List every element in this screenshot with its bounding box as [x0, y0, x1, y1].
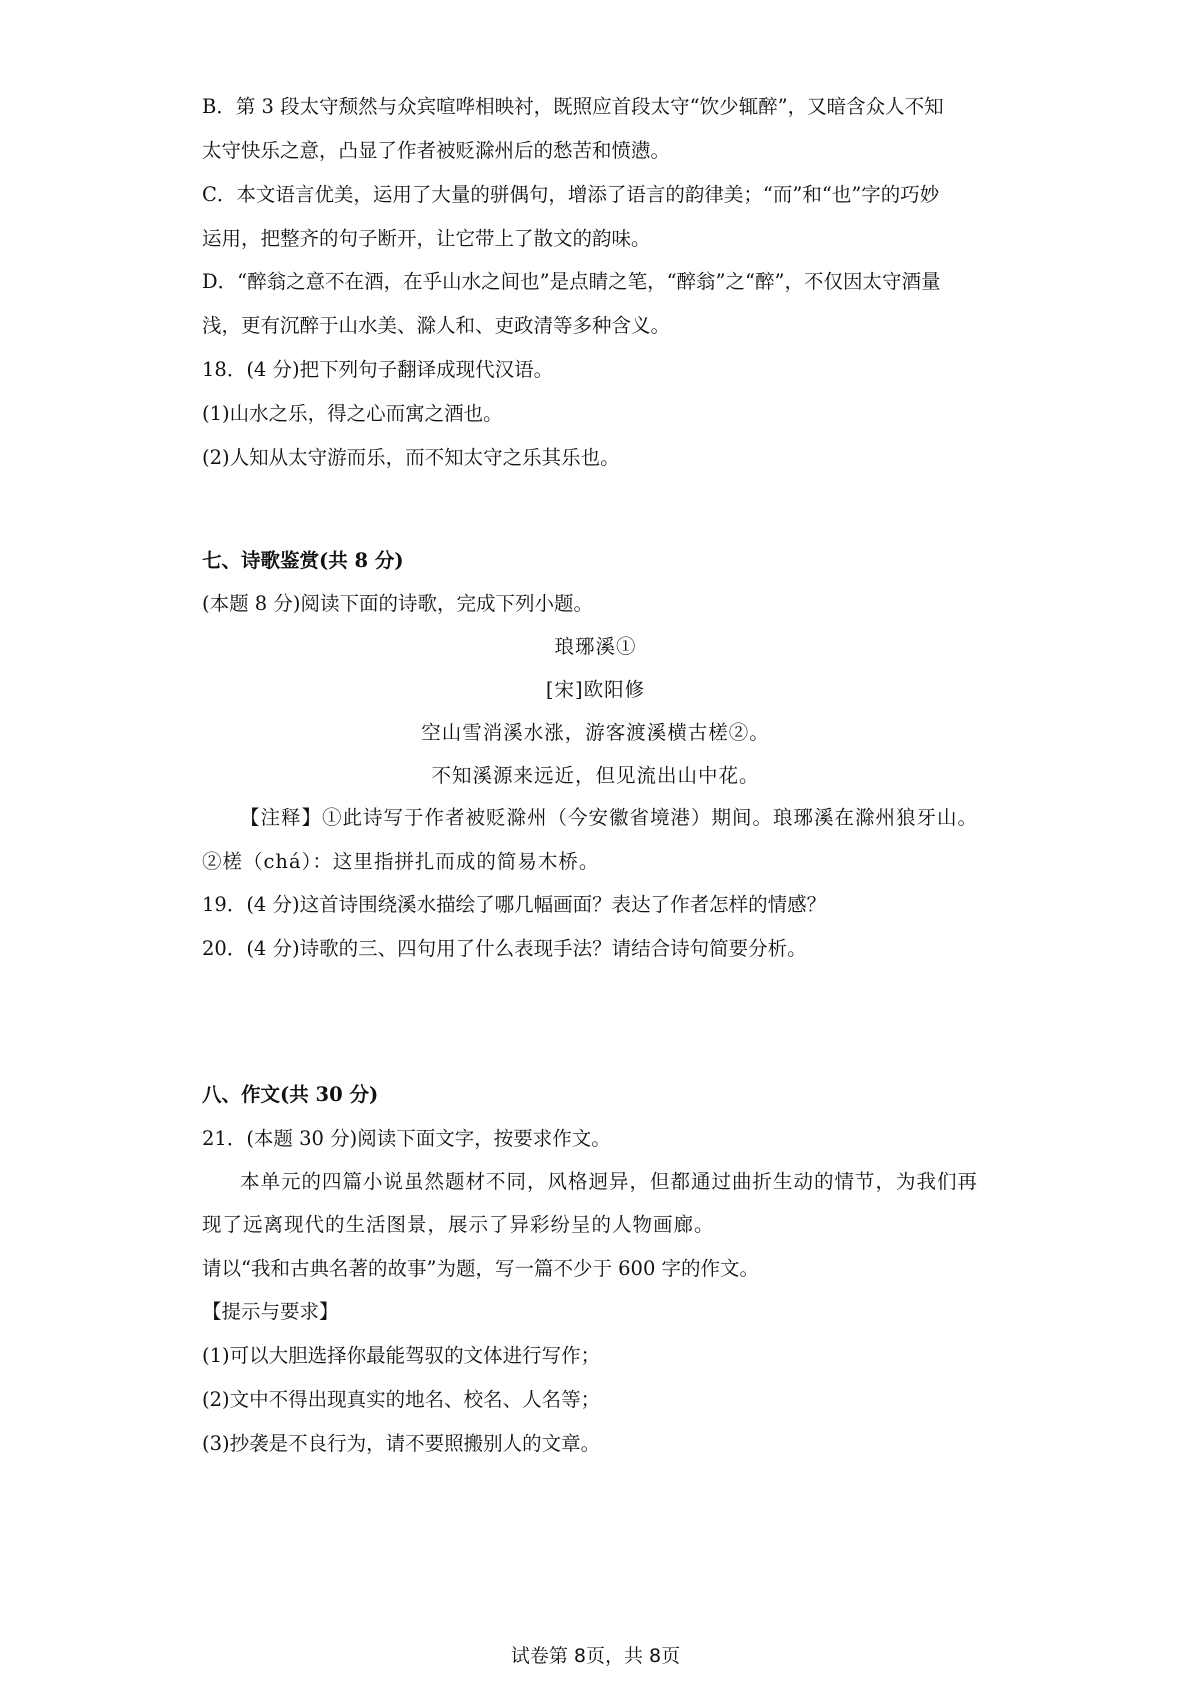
essay-tips-title: 【提示与要求】	[202, 1300, 339, 1323]
essay-material-line-1: 本单元的四篇小说虽然题材不同，风格迥异，但都通过曲折生动的情节，为我们再	[240, 1170, 979, 1193]
poem-note-1: 【注释】①此诗写于作者被贬滁州（今安徽省境港）期间。琅琊溪在滁州狼牙山。	[240, 806, 979, 829]
essay-tip-2: (2)文中不得出现真实的地名、校名、人名等；	[202, 1388, 601, 1411]
essay-prompt: 请以“我和古典名著的故事”为题，写一篇不少于 600 字的作文。	[202, 1257, 760, 1280]
option-d-line-2: 浅，更有沉醉于山水美、滁人和、吏政清等多种含义。	[202, 314, 671, 337]
section-7-title: 七、诗歌鉴赏(共 8 分)	[202, 549, 404, 572]
option-c-line-2: 运用，把整齐的句子断开，让它带上了散文的韵味。	[202, 227, 651, 250]
question-20: 20．(4 分)诗歌的三、四句用了什么表现手法？请结合诗句简要分析。	[202, 937, 807, 960]
essay-tip-3: (3)抄袭是不良行为，请不要照搬别人的文章。	[202, 1432, 601, 1455]
option-b-line-2: 太守快乐之意，凸显了作者被贬滁州后的愁苦和愤懑。	[202, 139, 671, 162]
section-8-title: 八、作文(共 30 分)	[202, 1083, 379, 1106]
poem-line-2: 不知溪源来远近，但见流出山中花。	[431, 764, 760, 787]
poem-title: 琅琊溪①	[554, 635, 637, 658]
essay-material-line-2: 现了远离现代的生活图景，展示了异彩纷呈的人物画廊。	[202, 1213, 715, 1236]
question-19: 19．(4 分)这首诗围绕溪水描绘了哪几幅画面？表达了作者怎样的情感？	[202, 893, 827, 916]
option-c-line-1: C．本文语言优美，运用了大量的骈偶句，增添了语言的韵律美；“而”和“也”字的巧妙	[202, 183, 940, 206]
poem-note-2: ②槎（chá）：这里指拼扎而成的简易木桥。	[202, 850, 600, 873]
poem-line-1: 空山雪消溪水涨，游客渡溪横古槎②。	[421, 721, 770, 744]
question-21: 21．(本题 30 分)阅读下面文字，按要求作文。	[202, 1127, 611, 1150]
question-18-stem: 18．(4 分)把下列句子翻译成现代汉语。	[202, 358, 554, 381]
page-footer: 试卷第 8页，共 8页	[510, 1645, 681, 1667]
poem-author: [宋]欧阳修	[545, 678, 646, 701]
option-b-line-1: B．第 3 段太守颓然与众宾喧哗相映衬，既照应首段太守“饮少辄醉”，又暗含众人不知	[202, 95, 944, 118]
question-18-item-1: (1)山水之乐，得之心而寓之酒也。	[202, 402, 503, 425]
section-7-intro: (本题 8 分)阅读下面的诗歌，完成下列小题。	[202, 592, 594, 615]
essay-tip-1: (1)可以大胆选择你最能驾驭的文体进行写作；	[202, 1344, 601, 1367]
question-18-item-2: (2)人知从太守游而乐，而不知太守之乐其乐也。	[202, 446, 620, 469]
option-d-line-1: D．“醉翁之意不在酒，在乎山水之间也”是点睛之笔，“醉翁”之“醉”，不仅因太守酒量	[202, 270, 941, 293]
